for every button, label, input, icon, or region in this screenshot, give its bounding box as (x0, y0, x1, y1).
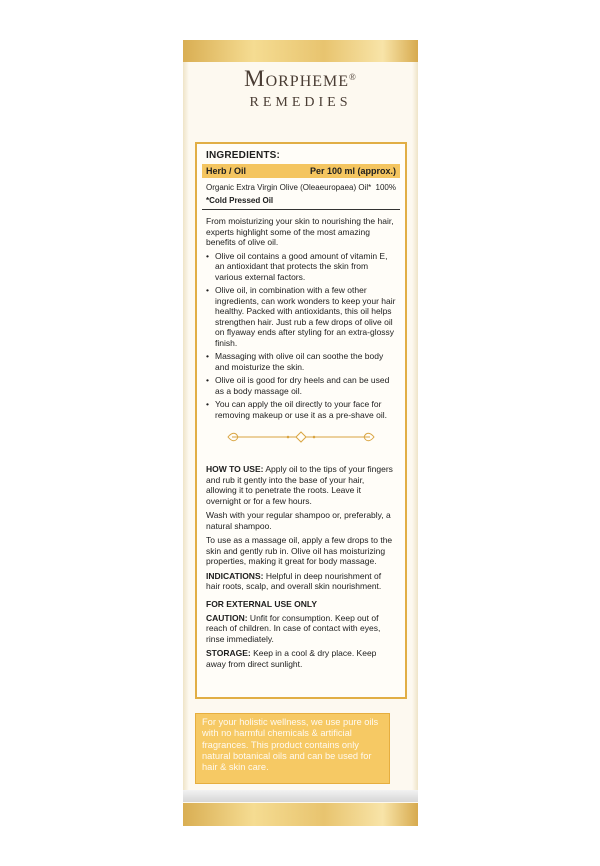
list-item: • Olive oil is good for dry heels and can be used as a body massage oil. (206, 375, 396, 396)
caution (206, 613, 396, 645)
how-to-use-text: Apply oil to the tips of your fingers and rub it gently into the base of your hair, allowing it to penetrate the roots. Leave it overnight or for a few hours. (206, 464, 393, 506)
list-item: • Massaging with olive oil can soothe the body and moisturize the skin. (206, 351, 396, 372)
list-item: • Olive oil, in combination with a few other ingredients, can work wonders to keep your hair healthy. Packed with antioxidants, this oil helps strengthen hair. Just rub a few drops of olive oil on flyaway ends after styling for an extra-glossy finish. (206, 285, 396, 348)
caution-label: CAUTION: (206, 612, 248, 623)
intro-text: From moisturizing your skin to nourishing the hair, experts highlight some of the most amazing benefits of olive oil. (206, 216, 394, 247)
ingredients-header-left: Herb / Oil (206, 166, 247, 176)
ingredient-row (206, 183, 396, 192)
how-to-use-label: HOW TO USE: (206, 464, 264, 474)
benefits-list (206, 251, 396, 421)
panel-shade-right (412, 62, 418, 790)
ingredient-value: 100% (375, 183, 396, 192)
storage (206, 648, 396, 669)
info-box (195, 142, 407, 699)
indications (206, 571, 396, 592)
indications-label: INDICATIONS: (206, 570, 264, 581)
indications-text: Helpful in deep nourishment of hair roots, scalp, and overall skin nourishment. (206, 570, 382, 591)
registered-mark: ® (349, 72, 357, 82)
top-gold-band (183, 40, 418, 62)
ingredient-name: Organic Extra Virgin Olive (Oleaeuropaea) Oil* (206, 183, 372, 192)
brand-name-text: Morpheme (244, 66, 350, 91)
ingredients-title: INGREDIENTS: (206, 150, 281, 161)
bottom-gold-band (183, 803, 418, 826)
storage-label: STORAGE: (206, 648, 251, 658)
storage-text: Keep in a cool & dry place. Keep away from direct sunlight. (206, 648, 377, 669)
brand-subtitle: REMEDIES (249, 95, 352, 110)
brand-name (183, 66, 418, 92)
ornament-divider (226, 430, 376, 444)
list-item: • You can apply the oil directly to your face for removing makeup or use it as a pre-shave oil. (206, 399, 396, 420)
ingredients-header (202, 164, 400, 178)
caution-text: Unfit for consumption. Keep out of reach of children. In case of contact with eyes, rinse immediately. (206, 612, 381, 644)
wellness-note: For your holistic wellness, we use pure oils with no harmful chemicals & artificial fragrances. This product contains only natural botanical oils and can be used for hair & skin care. (195, 713, 390, 784)
massage-text: To use as a massage oil, apply a few drops to the skin and gently rub in. Olive oil has moisturizing properties, making it great for body massage. (206, 535, 393, 566)
brand-logo (183, 66, 418, 112)
bottom-silver-band (183, 790, 418, 802)
ingredients-header-right: Per 100 ml (approx.) (309, 166, 396, 176)
list-item: • Olive oil contains a good amount of vitamin E, an antioxidant that protects the skin from various external factors. (206, 251, 396, 283)
how-to-use (206, 464, 396, 506)
panel-shade-left (183, 62, 189, 790)
wash-text: Wash with your regular shampoo or, preferably, a natural shampoo. (206, 510, 391, 531)
external-use-warning: FOR EXTERNAL USE ONLY (206, 598, 317, 609)
ingredients-note: *Cold Pressed Oil (202, 196, 400, 210)
ornament-icon (226, 430, 376, 444)
